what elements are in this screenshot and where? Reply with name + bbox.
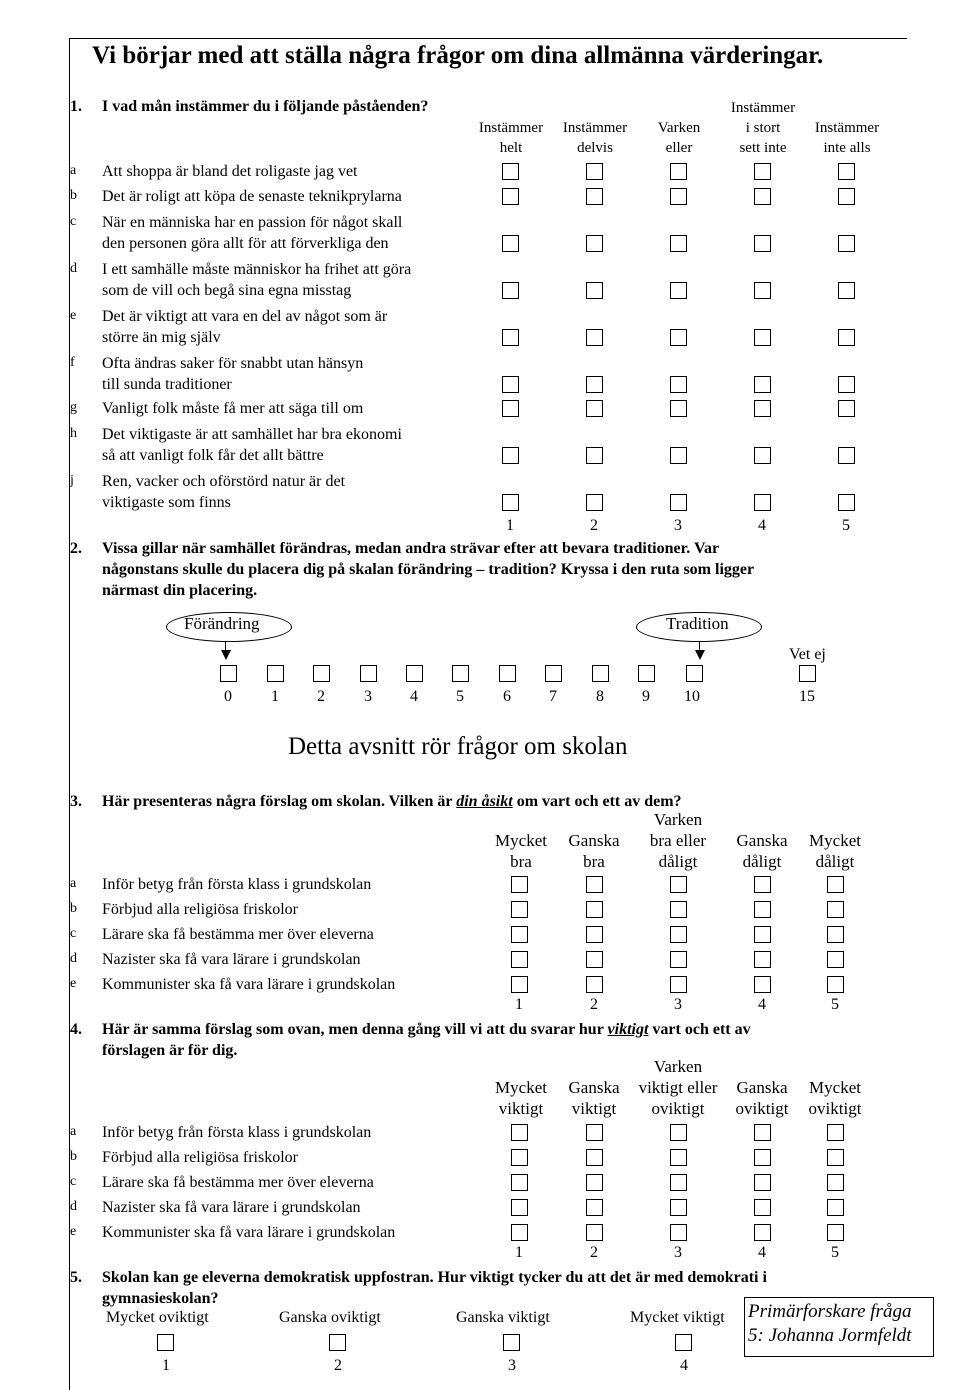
q3-checkbox-4[interactable] [754, 901, 771, 918]
researcher-note: Primärforskare fråga 5: Johanna Jormfeldt [744, 1297, 934, 1357]
q3-item-letter: e [70, 976, 77, 991]
q1-item-text-cont: så att vanligt folk får det allt bättre [102, 447, 324, 464]
q1-item-text-cont: större än mig själv [102, 329, 221, 346]
q1-checkbox-4[interactable] [754, 235, 771, 252]
q1-scale-2: 2 [590, 517, 598, 534]
q1-item-letter: e [70, 308, 77, 323]
q4-checkbox-3[interactable] [670, 1174, 687, 1191]
q4-checkbox-1[interactable] [511, 1174, 528, 1191]
q1-col-1: Instämmer helt [478, 120, 544, 156]
q5-code-2: 2 [334, 1357, 342, 1374]
q1-col-2: Instämmer delvis [562, 120, 628, 156]
q1-checkbox-1[interactable] [502, 494, 519, 511]
q3-checkbox-5[interactable] [827, 926, 844, 943]
q4-line1: Här är samma förslag som ovan, men denna gång vill vi att du svarar hur viktigt vart och ett av [102, 1021, 751, 1038]
q3-checkbox-1[interactable] [511, 876, 528, 893]
q1-col-4: Instämmer i stort sett inte [730, 100, 796, 156]
q5-line1: Skolan kan ge eleverna demokratisk uppfostran. Hur viktigt tycker du att det är med demokrati i [102, 1269, 767, 1286]
q1-item-letter: j [70, 473, 74, 488]
q4-checkbox-2[interactable] [586, 1174, 603, 1191]
q1-item-text: Att shoppa är bland det roligaste jag vet [102, 163, 358, 180]
q1-scale-5: 5 [842, 517, 850, 534]
q1-number: 1. [70, 98, 82, 115]
q2-scale-1: 1 [271, 688, 279, 705]
q1-checkbox-1[interactable] [502, 235, 519, 252]
q1-checkbox-1[interactable] [502, 163, 519, 180]
q5-option-label-2: Ganska oviktigt [279, 1309, 381, 1326]
q1-item-text: Det är viktigt att vara en del av något som är [102, 308, 388, 325]
q4-checkbox-4[interactable] [754, 1149, 771, 1166]
q3-scale-4: 4 [758, 996, 766, 1013]
q2-right-label: Tradition [666, 614, 729, 633]
q1-checkbox-5[interactable] [838, 235, 855, 252]
q1-checkbox-5[interactable] [838, 163, 855, 180]
q5-option-label-3: Ganska viktigt [456, 1309, 550, 1326]
q2-checkbox-8[interactable] [592, 665, 609, 682]
q3-col-1: Mycket bra [495, 831, 547, 871]
q1-checkbox-2[interactable] [586, 282, 603, 299]
q1-checkbox-1[interactable] [502, 188, 519, 205]
q1-checkbox-2[interactable] [586, 188, 603, 205]
q4-checkbox-1[interactable] [511, 1149, 528, 1166]
q3-item-text: Kommunister ska få vara lärare i grundskolan [102, 976, 396, 993]
q5-checkbox-2[interactable] [329, 1334, 346, 1351]
q3-checkbox-3[interactable] [670, 951, 687, 968]
q3-checkbox-4[interactable] [754, 926, 771, 943]
q2-checkbox-3[interactable] [360, 665, 377, 682]
q2-checkbox-0[interactable] [220, 665, 237, 682]
q2-scale-4: 4 [410, 688, 418, 705]
q2-scale-3: 3 [364, 688, 372, 705]
q4-emphasis: viktigt [607, 1021, 649, 1038]
q2-dont-know-code: 15 [799, 688, 815, 705]
q5-checkbox-3[interactable] [503, 1334, 520, 1351]
q1-checkbox-3[interactable] [670, 329, 687, 346]
q4-item-letter: a [70, 1124, 77, 1139]
q3-checkbox-4[interactable] [754, 951, 771, 968]
q1-checkbox-2[interactable] [586, 400, 603, 417]
q3-scale-1: 1 [515, 996, 523, 1013]
q2-line2: någonstans skulle du placera dig på skalan förändring – tradition? Kryssa i den ruta som ligger [102, 561, 755, 578]
q3-checkbox-2[interactable] [586, 926, 603, 943]
q1-item-text: Ofta ändras saker för snabbt utan hänsyn [102, 355, 364, 372]
q4-checkbox-2[interactable] [586, 1199, 603, 1216]
q4-checkbox-4[interactable] [754, 1174, 771, 1191]
q1-checkbox-5[interactable] [838, 282, 855, 299]
q3-scale-5: 5 [831, 996, 839, 1013]
q3-col-3: Varken bra eller dåligt [649, 810, 707, 871]
q4-checkbox-3[interactable] [670, 1199, 687, 1216]
q3-col-2: Ganska bra [568, 831, 620, 871]
q1-col-5: Instämmer inte alls [814, 120, 880, 156]
q2-scale-10: 10 [684, 688, 700, 705]
q2-dont-know-checkbox[interactable] [799, 665, 816, 682]
q4-scale-1: 1 [515, 1244, 523, 1261]
q2-checkbox-9[interactable] [638, 665, 655, 682]
q1-checkbox-4[interactable] [754, 494, 771, 511]
q1-checkbox-1[interactable] [502, 400, 519, 417]
q1-checkbox-3[interactable] [670, 494, 687, 511]
q1-scale-1: 1 [506, 517, 514, 534]
q4-col-2: Ganska viktigt [568, 1078, 620, 1118]
q3-checkbox-4[interactable] [754, 976, 771, 993]
q2-checkbox-6[interactable] [499, 665, 516, 682]
q3-checkbox-3[interactable] [670, 876, 687, 893]
q4-checkbox-4[interactable] [754, 1199, 771, 1216]
q1-item-text-cont: som de vill och begå sina egna misstag [102, 282, 352, 299]
q2-scale-0: 0 [224, 688, 232, 705]
q3-checkbox-3[interactable] [670, 926, 687, 943]
q4-col-3: Varken viktigt eller oviktigt [638, 1057, 718, 1118]
q4-checkbox-5[interactable] [827, 1174, 844, 1191]
q1-checkbox-2[interactable] [586, 163, 603, 180]
q3-item-text: Nazister ska få vara lärare i grundskolan [102, 951, 361, 968]
q1-checkbox-2[interactable] [586, 494, 603, 511]
q2-dont-know-label: Vet ej [789, 646, 826, 663]
q4-checkbox-5[interactable] [827, 1199, 844, 1216]
q3-checkbox-2[interactable] [586, 901, 603, 918]
q1-checkbox-2[interactable] [586, 447, 603, 464]
q1-checkbox-1[interactable] [502, 329, 519, 346]
q2-right-arrow-head [695, 650, 705, 660]
q3-item-letter: a [70, 876, 77, 891]
q3-checkbox-5[interactable] [827, 976, 844, 993]
q1-checkbox-3[interactable] [670, 400, 687, 417]
q1-checkbox-3[interactable] [670, 282, 687, 299]
q2-scale-9: 9 [642, 688, 650, 705]
q4-item-text: Förbjud alla religiösa friskolor [102, 1149, 298, 1166]
q1-checkbox-1[interactable] [502, 282, 519, 299]
q4-checkbox-5[interactable] [827, 1149, 844, 1166]
q1-checkbox-3[interactable] [670, 376, 687, 393]
q4-checkbox-3[interactable] [670, 1124, 687, 1141]
q1-checkbox-4[interactable] [754, 447, 771, 464]
q2-checkbox-7[interactable] [545, 665, 562, 682]
q1-scale-4: 4 [758, 517, 766, 534]
q5-code-1: 1 [162, 1357, 170, 1374]
q1-checkbox-3[interactable] [670, 188, 687, 205]
q1-item-text-cont: till sunda traditioner [102, 376, 232, 393]
q3-col-4: Ganska dåligt [736, 831, 788, 871]
q1-checkbox-5[interactable] [838, 329, 855, 346]
q3-checkbox-3[interactable] [670, 901, 687, 918]
q5-option-label-1: Mycket oviktigt [106, 1309, 209, 1326]
q4-checkbox-3[interactable] [670, 1149, 687, 1166]
q4-checkbox-1[interactable] [511, 1224, 528, 1241]
q1-checkbox-4[interactable] [754, 400, 771, 417]
q1-item-text: Vanligt folk måste få mer att säga till om [102, 400, 364, 417]
q3-checkbox-5[interactable] [827, 876, 844, 893]
q2-scale-7: 7 [549, 688, 557, 705]
q2-left-label: Förändring [184, 614, 260, 633]
q4-col-4: Ganska oviktigt [735, 1078, 789, 1118]
q4-checkbox-1[interactable] [511, 1124, 528, 1141]
q1-checkbox-5[interactable] [838, 376, 855, 393]
q1-item-text-cont: den personen göra allt för att förverkliga den [102, 235, 389, 252]
q5-code-3: 3 [508, 1357, 516, 1374]
q3-checkbox-1[interactable] [511, 901, 528, 918]
q3-checkbox-1[interactable] [511, 951, 528, 968]
q2-checkbox-5[interactable] [452, 665, 469, 682]
q1-checkbox-5[interactable] [838, 447, 855, 464]
q4-number: 4. [70, 1021, 82, 1038]
q3-item-letter: d [70, 951, 77, 966]
q5-code-4: 4 [680, 1357, 688, 1374]
q1-item-text: Det är roligt att köpa de senaste teknikprylarna [102, 188, 402, 205]
q4-scale-5: 5 [831, 1244, 839, 1261]
q4-item-letter: b [70, 1149, 77, 1164]
q2-scale-5: 5 [456, 688, 464, 705]
q2-checkbox-4[interactable] [406, 665, 423, 682]
q4-checkbox-2[interactable] [586, 1224, 603, 1241]
q1-checkbox-2[interactable] [586, 329, 603, 346]
q3-checkbox-3[interactable] [670, 976, 687, 993]
q1-scale-3: 3 [674, 517, 682, 534]
q3-checkbox-1[interactable] [511, 976, 528, 993]
q4-item-text: Nazister ska få vara lärare i grundskolan [102, 1199, 361, 1216]
q4-item-letter: d [70, 1199, 77, 1214]
q4-checkbox-5[interactable] [827, 1124, 844, 1141]
q1-checkbox-1[interactable] [502, 447, 519, 464]
q3-checkbox-4[interactable] [754, 876, 771, 893]
q4-item-text: Inför betyg från första klass i grundskolan [102, 1124, 372, 1141]
q1-checkbox-2[interactable] [586, 376, 603, 393]
q2-scale-8: 8 [596, 688, 604, 705]
q4-checkbox-2[interactable] [586, 1124, 603, 1141]
q1-item-letter: c [70, 214, 77, 229]
q1-item-letter: d [70, 261, 77, 276]
q2-line1: Vissa gillar när samhället förändras, medan andra strävar efter att bevara traditioner. Var [102, 540, 720, 557]
q1-item-letter: b [70, 188, 77, 203]
q1-checkbox-4[interactable] [754, 282, 771, 299]
q2-number: 2. [70, 540, 82, 557]
q4-checkbox-4[interactable] [754, 1124, 771, 1141]
q1-item-text: När en människa har en passion för något skall [102, 214, 403, 231]
q3-checkbox-5[interactable] [827, 951, 844, 968]
q3-checkbox-2[interactable] [586, 976, 603, 993]
q1-col-3: Varken eller [657, 120, 701, 156]
q4-scale-2: 2 [590, 1244, 598, 1261]
q1-checkbox-1[interactable] [502, 376, 519, 393]
q1-checkbox-3[interactable] [670, 447, 687, 464]
q4-checkbox-2[interactable] [586, 1149, 603, 1166]
q1-checkbox-5[interactable] [838, 494, 855, 511]
q1-checkbox-2[interactable] [586, 235, 603, 252]
q4-checkbox-4[interactable] [754, 1224, 771, 1241]
q3-item-text: Förbjud alla religiösa friskolor [102, 901, 298, 918]
q3-checkbox-2[interactable] [586, 951, 603, 968]
q3-scale-2: 2 [590, 996, 598, 1013]
q3-checkbox-2[interactable] [586, 876, 603, 893]
q3-emphasis: din åsikt [456, 793, 513, 810]
q5-number: 5. [70, 1269, 82, 1286]
q4-checkbox-5[interactable] [827, 1224, 844, 1241]
q4-item-letter: e [70, 1224, 77, 1239]
q3-number: 3. [70, 793, 82, 810]
q1-item-letter: a [70, 163, 77, 178]
q2-checkbox-10[interactable] [686, 665, 703, 682]
q4-checkbox-3[interactable] [670, 1224, 687, 1241]
q1-item-text: Ren, vacker och oförstörd natur är det [102, 473, 346, 490]
q1-checkbox-4[interactable] [754, 329, 771, 346]
q1-item-letter: f [70, 355, 75, 370]
q1-checkbox-5[interactable] [838, 400, 855, 417]
q3-item-letter: c [70, 926, 77, 941]
q1-checkbox-4[interactable] [754, 163, 771, 180]
q2-scale-2: 2 [317, 688, 325, 705]
q2-checkbox-1[interactable] [267, 665, 284, 682]
q1-text: I vad mån instämmer du i följande påståenden? [102, 98, 429, 115]
q1-item-text: I ett samhälle måste människor ha frihet att göra [102, 261, 412, 278]
q5-line2: gymnasieskolan? [102, 1290, 219, 1307]
q1-item-text: Det viktigaste är att samhället har bra ekonomi [102, 426, 402, 443]
q2-line3: närmast din placering. [102, 582, 258, 599]
q4-col-1: Mycket viktigt [495, 1078, 547, 1118]
q1-item-letter: g [70, 400, 77, 415]
q4-col-5: Mycket oviktigt [808, 1078, 862, 1118]
q3-item-letter: b [70, 901, 77, 916]
q4-item-text: Lärare ska få bestämma mer över eleverna [102, 1174, 374, 1191]
q4-line2: förslagen är för dig. [102, 1042, 238, 1059]
q1-checkbox-4[interactable] [754, 188, 771, 205]
q3-item-text: Inför betyg från första klass i grundskolan [102, 876, 372, 893]
q1-item-text-cont: viktigaste som finns [102, 494, 231, 511]
page-title: Vi börjar med att ställa några frågor om dina allmänna värderingar. [92, 42, 824, 69]
q5-option-label-4: Mycket viktigt [630, 1309, 725, 1326]
q2-scale-6: 6 [503, 688, 511, 705]
q4-item-letter: c [70, 1174, 77, 1189]
q3-checkbox-5[interactable] [827, 901, 844, 918]
q3-item-text: Lärare ska få bestämma mer över eleverna [102, 926, 374, 943]
q4-checkbox-1[interactable] [511, 1199, 528, 1216]
q5-checkbox-4[interactable] [675, 1334, 692, 1351]
q3-scale-3: 3 [674, 996, 682, 1013]
q1-item-letter: h [70, 426, 77, 441]
section-title: Detta avsnitt rör frågor om skolan [288, 733, 628, 760]
q1-checkbox-4[interactable] [754, 376, 771, 393]
q2-left-arrow-head [221, 650, 231, 660]
q3-checkbox-1[interactable] [511, 926, 528, 943]
q1-checkbox-5[interactable] [838, 188, 855, 205]
q4-scale-4: 4 [758, 1244, 766, 1261]
q3-col-5: Mycket dåligt [809, 831, 861, 871]
q3-text: Här presenteras några förslag om skolan. Vilken är din åsikt om vart och ett av dem? [102, 793, 682, 810]
q1-checkbox-3[interactable] [670, 163, 687, 180]
q4-item-text: Kommunister ska få vara lärare i grundskolan [102, 1224, 396, 1241]
q2-checkbox-2[interactable] [313, 665, 330, 682]
q5-checkbox-1[interactable] [157, 1334, 174, 1351]
q1-checkbox-3[interactable] [670, 235, 687, 252]
q4-scale-3: 3 [674, 1244, 682, 1261]
